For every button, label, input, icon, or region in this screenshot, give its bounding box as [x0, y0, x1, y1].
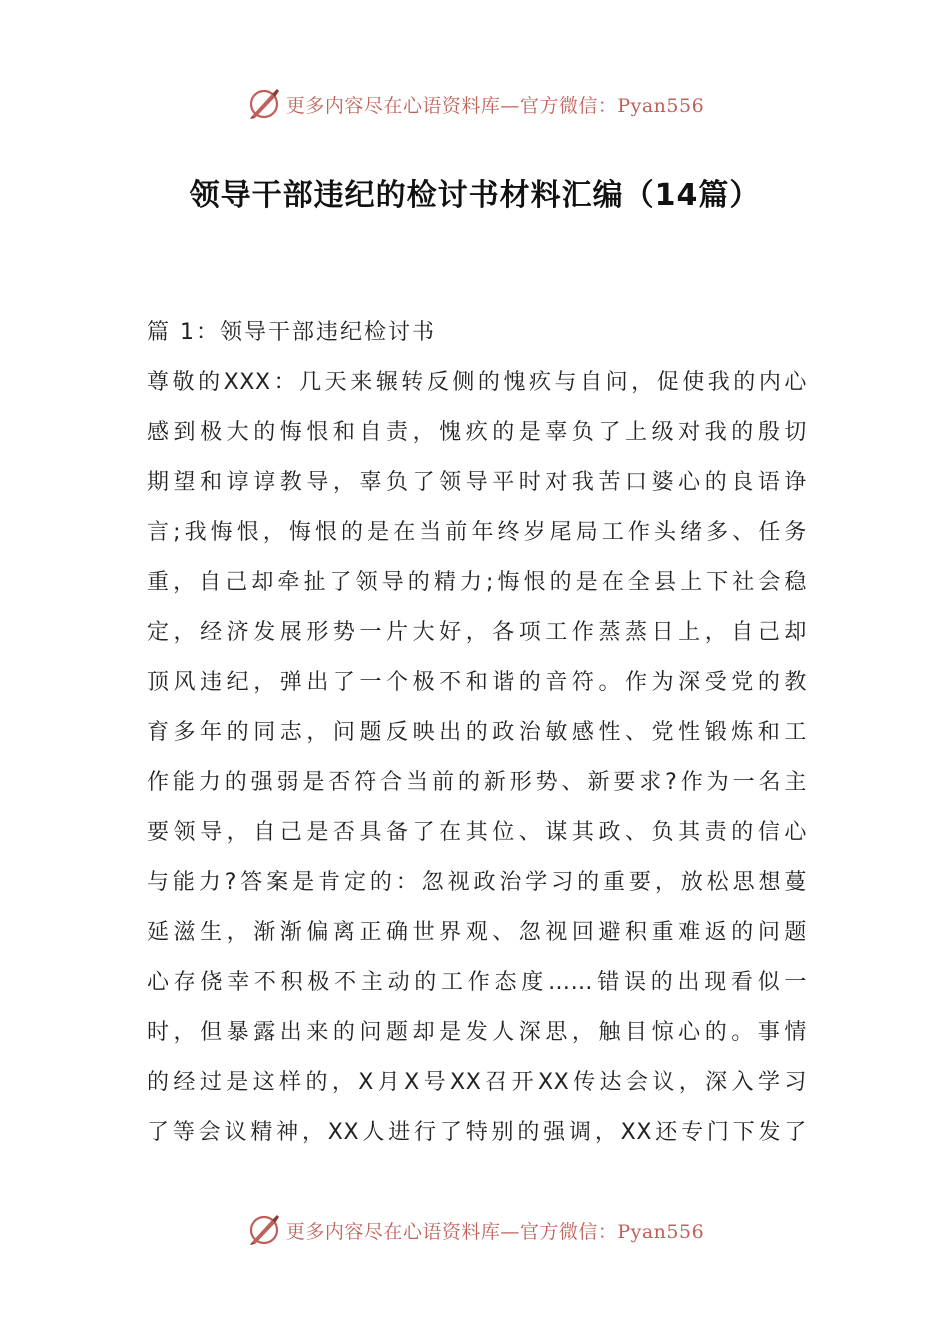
paragraph-line: 与能力?答案是肯定的：忽视政治学习的重要，放松思想蔓: [147, 870, 807, 895]
footer-watermark: [0, 1210, 950, 1250]
paragraph-line: 心存侥幸不积极不主动的工作态度……错误的出现看似一: [147, 970, 807, 995]
watermark-site-text: 更多内容尽在心语资料库: [285, 94, 501, 117]
watermark-separator: —: [500, 1220, 520, 1243]
paragraph-line: 尊敬的XXX：几天来辗转反侧的愧疚与自问，促使我的内心: [147, 370, 807, 395]
paragraph-line: 了等会议精神，XX人进行了特别的强调，XX还专门下发了: [147, 1120, 807, 1145]
paragraph-line: 重，自己却牵扯了领导的精力;悔恨的是在全县上下社会稳: [147, 570, 807, 595]
document-body: [147, 308, 807, 1158]
watermark-wechat: 官方微信：Pyan556: [519, 1220, 705, 1243]
header-watermark: [0, 84, 950, 124]
paragraph-line: 时，但暴露出来的问题却是发人深思，触目惊心的。事情: [147, 1020, 807, 1045]
watermark-wechat: 官方微信：Pyan556: [519, 94, 705, 117]
paragraph-line: 言;我悔恨，悔恨的是在当前年终岁尾局工作头绪多、任务: [147, 520, 807, 545]
watermark-separator: —: [500, 94, 520, 117]
watermark-site-text: 更多内容尽在心语资料库: [285, 1220, 501, 1243]
paragraph-line: 顶风违纪，弹出了一个极不和谐的音符。作为深受党的教: [147, 670, 807, 695]
paragraph-line: 作能力的强弱是否符合当前的新形势、新要求?作为一名主: [147, 770, 807, 795]
paragraph-line: 感到极大的悔恨和自责，愧疚的是辜负了上级对我的殷切: [147, 420, 807, 445]
paragraph-line: 延滋生，渐渐偏离正确世界观、忽视回避积重难返的问题: [147, 920, 807, 945]
pen-logo-icon: [246, 86, 282, 122]
watermark-text: [286, 91, 704, 118]
watermark-text: [286, 1217, 704, 1244]
paragraph-line: 的经过是这样的，X月X号XX召开XX传达会议，深入学习: [147, 1070, 807, 1095]
paragraph-line: 育多年的同志，问题反映出的政治敏感性、党性锻炼和工: [147, 720, 807, 745]
paragraph-line: 定，经济发展形势一片大好，各项工作蒸蒸日上，自己却: [147, 620, 807, 645]
section-heading: 篇 1：领导干部违纪检讨书: [147, 320, 436, 345]
document-title: 领导干部违纪的检讨书材料汇编（14篇）: [189, 178, 761, 213]
paragraph-line: 要领导，自己是否具备了在其位、谋其政、负其责的信心: [147, 820, 807, 845]
pen-logo-icon: [246, 1212, 282, 1248]
paragraph-line: 期望和谆谆教导，辜负了领导平时对我苦口婆心的良语诤: [147, 470, 807, 495]
